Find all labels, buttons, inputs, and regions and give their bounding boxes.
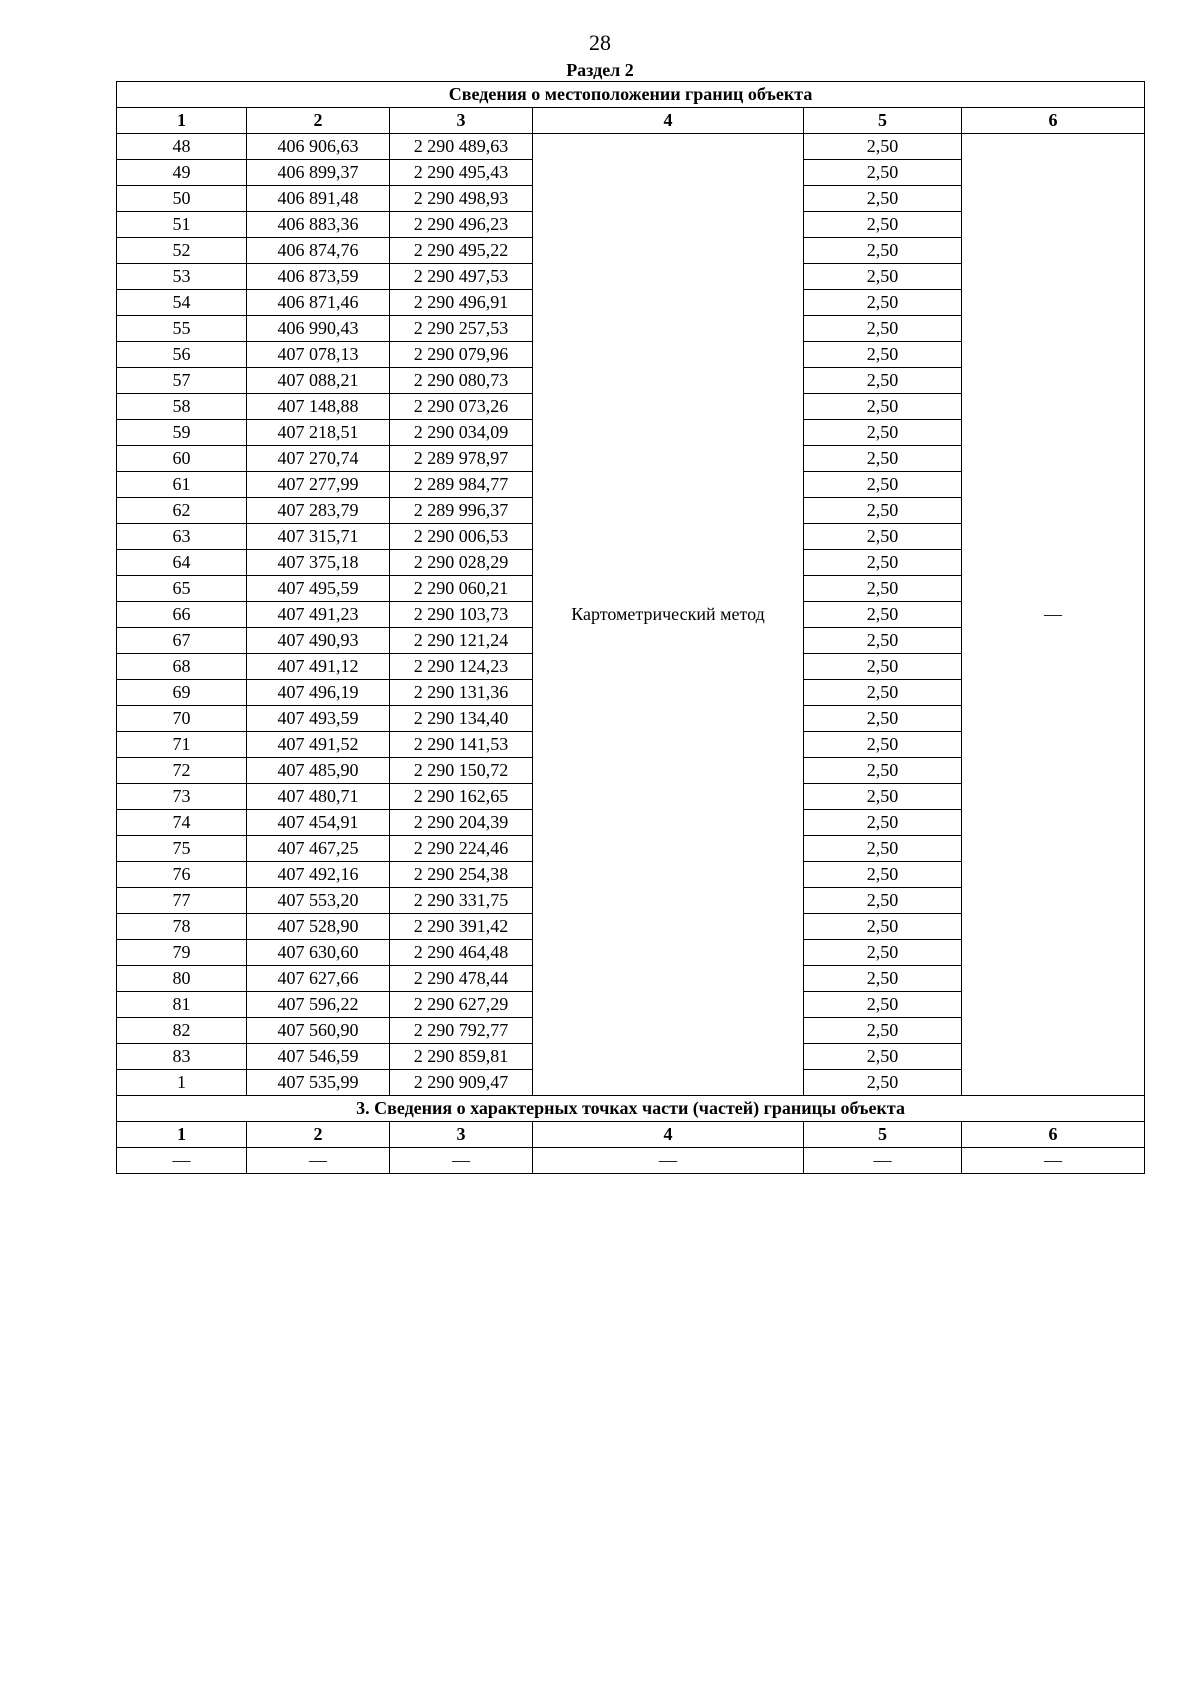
x-coordinate-cell: 407 088,21 <box>247 368 390 394</box>
y-coordinate-cell: 2 290 257,53 <box>390 316 533 342</box>
x-coordinate-cell: 407 315,71 <box>247 524 390 550</box>
column-header-1: 1 <box>117 108 247 134</box>
accuracy-cell: 2,50 <box>804 212 962 238</box>
y-coordinate-cell: 2 290 478,44 <box>390 966 533 992</box>
accuracy-cell: 2,50 <box>804 654 962 680</box>
x-coordinate-cell: 407 496,19 <box>247 680 390 706</box>
y-coordinate-cell: 2 290 496,23 <box>390 212 533 238</box>
accuracy-cell: 2,50 <box>804 628 962 654</box>
y-coordinate-cell: 2 290 131,36 <box>390 680 533 706</box>
accuracy-cell: 2,50 <box>804 940 962 966</box>
y-coordinate-cell: 2 290 331,75 <box>390 888 533 914</box>
y-coordinate-cell: 2 290 079,96 <box>390 342 533 368</box>
x-coordinate-cell: 407 560,90 <box>247 1018 390 1044</box>
accuracy-cell: 2,50 <box>804 160 962 186</box>
accuracy-cell: 2,50 <box>804 1070 962 1096</box>
x-coordinate-cell: 407 490,93 <box>247 628 390 654</box>
point-number-cell: 73 <box>117 784 247 810</box>
y-coordinate-cell: 2 290 134,40 <box>390 706 533 732</box>
point-number-cell: 59 <box>117 420 247 446</box>
accuracy-cell: 2,50 <box>804 966 962 992</box>
y-coordinate-cell: 2 290 627,29 <box>390 992 533 1018</box>
x-coordinate-cell: 406 874,76 <box>247 238 390 264</box>
x-coordinate-cell: 407 630,60 <box>247 940 390 966</box>
accuracy-cell: 2,50 <box>804 706 962 732</box>
point-number-cell: 54 <box>117 290 247 316</box>
accuracy-cell: 2,50 <box>804 680 962 706</box>
y-coordinate-cell: 2 290 489,63 <box>390 134 533 160</box>
x-coordinate-cell: 407 528,90 <box>247 914 390 940</box>
y-coordinate-cell: 2 290 080,73 <box>390 368 533 394</box>
point-number-cell: 49 <box>117 160 247 186</box>
x-coordinate-cell: 407 277,99 <box>247 472 390 498</box>
accuracy-cell: 2,50 <box>804 290 962 316</box>
x-coordinate-cell: 406 899,37 <box>247 160 390 186</box>
column-header-4: 4 <box>533 108 804 134</box>
point-number-cell: 72 <box>117 758 247 784</box>
accuracy-cell: 2,50 <box>804 472 962 498</box>
point-number-cell: 70 <box>117 706 247 732</box>
point-number-cell: 63 <box>117 524 247 550</box>
accuracy-cell: 2,50 <box>804 550 962 576</box>
x-coordinate-cell: 407 375,18 <box>247 550 390 576</box>
part3-empty-cell: — <box>804 1148 962 1174</box>
point-number-cell: 48 <box>117 134 247 160</box>
part3-column-header-2: 2 <box>247 1122 390 1148</box>
accuracy-cell: 2,50 <box>804 758 962 784</box>
part3-empty-cell: — <box>962 1148 1145 1174</box>
accuracy-cell: 2,50 <box>804 732 962 758</box>
point-number-cell: 68 <box>117 654 247 680</box>
part3-empty-cell: — <box>390 1148 533 1174</box>
point-number-cell: 61 <box>117 472 247 498</box>
point-number-cell: 66 <box>117 602 247 628</box>
y-coordinate-cell: 2 290 498,93 <box>390 186 533 212</box>
part3-column-header-1: 1 <box>117 1122 247 1148</box>
x-coordinate-cell: 406 883,36 <box>247 212 390 238</box>
accuracy-cell: 2,50 <box>804 394 962 420</box>
section-label: Раздел 2 <box>566 60 634 80</box>
accuracy-cell: 2,50 <box>804 602 962 628</box>
x-coordinate-cell: 407 485,90 <box>247 758 390 784</box>
x-coordinate-cell: 407 270,74 <box>247 446 390 472</box>
column-header-2: 2 <box>247 108 390 134</box>
accuracy-cell: 2,50 <box>804 498 962 524</box>
x-coordinate-cell: 407 078,13 <box>247 342 390 368</box>
part3-table-row <box>117 1148 1145 1174</box>
y-coordinate-cell: 2 290 495,43 <box>390 160 533 186</box>
y-coordinate-cell: 2 290 121,24 <box>390 628 533 654</box>
y-coordinate-cell: 2 290 103,73 <box>390 602 533 628</box>
accuracy-cell: 2,50 <box>804 368 962 394</box>
x-coordinate-cell: 406 891,48 <box>247 186 390 212</box>
accuracy-cell: 2,50 <box>804 134 962 160</box>
y-coordinate-cell: 2 289 996,37 <box>390 498 533 524</box>
point-number-cell: 57 <box>117 368 247 394</box>
x-coordinate-cell: 407 495,59 <box>247 576 390 602</box>
y-coordinate-cell: 2 290 124,23 <box>390 654 533 680</box>
point-number-cell: 71 <box>117 732 247 758</box>
x-coordinate-cell: 407 553,20 <box>247 888 390 914</box>
part3-column-header-3: 3 <box>390 1122 533 1148</box>
point-number-cell: 77 <box>117 888 247 914</box>
y-coordinate-cell: 2 290 792,77 <box>390 1018 533 1044</box>
accuracy-cell: 2,50 <box>804 264 962 290</box>
y-coordinate-cell: 2 290 495,22 <box>390 238 533 264</box>
point-number-cell: 58 <box>117 394 247 420</box>
x-coordinate-cell: 407 491,23 <box>247 602 390 628</box>
y-coordinate-cell: 2 290 391,42 <box>390 914 533 940</box>
accuracy-cell: 2,50 <box>804 420 962 446</box>
x-coordinate-cell: 407 480,71 <box>247 784 390 810</box>
x-coordinate-cell: 406 871,46 <box>247 290 390 316</box>
accuracy-cell: 2,50 <box>804 238 962 264</box>
y-coordinate-cell: 2 290 909,47 <box>390 1070 533 1096</box>
accuracy-cell: 2,50 <box>804 446 962 472</box>
part3-column-header-5: 5 <box>804 1122 962 1148</box>
part3-column-header-row <box>117 1122 1145 1148</box>
y-coordinate-cell: 2 289 984,77 <box>390 472 533 498</box>
y-coordinate-cell: 2 290 060,21 <box>390 576 533 602</box>
point-number-cell: 82 <box>117 1018 247 1044</box>
point-number-cell: 51 <box>117 212 247 238</box>
part3-column-header-6: 6 <box>962 1122 1145 1148</box>
y-coordinate-cell: 2 290 141,53 <box>390 732 533 758</box>
x-coordinate-cell: 407 283,79 <box>247 498 390 524</box>
accuracy-cell: 2,50 <box>804 1018 962 1044</box>
accuracy-cell: 2,50 <box>804 862 962 888</box>
y-coordinate-cell: 2 289 978,97 <box>390 446 533 472</box>
point-number-cell: 67 <box>117 628 247 654</box>
method-cell: Картометрический метод <box>533 134 804 1096</box>
column-header-6: 6 <box>962 108 1145 134</box>
part3-title: 3. Сведения о характерных точках части (частей) границы объекта <box>117 1096 1145 1122</box>
y-coordinate-cell: 2 290 254,38 <box>390 862 533 888</box>
x-coordinate-cell: 407 596,22 <box>247 992 390 1018</box>
y-coordinate-cell: 2 290 464,48 <box>390 940 533 966</box>
accuracy-cell: 2,50 <box>804 810 962 836</box>
y-coordinate-cell: 2 290 034,09 <box>390 420 533 446</box>
y-coordinate-cell: 2 290 224,46 <box>390 836 533 862</box>
point-number-cell: 81 <box>117 992 247 1018</box>
point-number-cell: 1 <box>117 1070 247 1096</box>
point-number-cell: 69 <box>117 680 247 706</box>
accuracy-cell: 2,50 <box>804 914 962 940</box>
part3-empty-cell: — <box>247 1148 390 1174</box>
accuracy-cell: 2,50 <box>804 784 962 810</box>
x-coordinate-cell: 406 990,43 <box>247 316 390 342</box>
point-number-cell: 83 <box>117 1044 247 1070</box>
part3-empty-cell: — <box>533 1148 804 1174</box>
point-number-cell: 60 <box>117 446 247 472</box>
accuracy-cell: 2,50 <box>804 992 962 1018</box>
point-number-cell: 55 <box>117 316 247 342</box>
y-coordinate-cell: 2 290 028,29 <box>390 550 533 576</box>
accuracy-cell: 2,50 <box>804 186 962 212</box>
x-coordinate-cell: 407 493,59 <box>247 706 390 732</box>
column-header-row <box>117 108 1145 134</box>
point-number-cell: 62 <box>117 498 247 524</box>
y-coordinate-cell: 2 290 859,81 <box>390 1044 533 1070</box>
boundary-table <box>116 81 1145 1174</box>
point-number-cell: 64 <box>117 550 247 576</box>
x-coordinate-cell: 406 906,63 <box>247 134 390 160</box>
point-number-cell: 53 <box>117 264 247 290</box>
x-coordinate-cell: 407 492,16 <box>247 862 390 888</box>
x-coordinate-cell: 407 148,88 <box>247 394 390 420</box>
x-coordinate-cell: 407 535,99 <box>247 1070 390 1096</box>
accuracy-cell: 2,50 <box>804 576 962 602</box>
point-number-cell: 75 <box>117 836 247 862</box>
y-coordinate-cell: 2 290 162,65 <box>390 784 533 810</box>
x-coordinate-cell: 406 873,59 <box>247 264 390 290</box>
y-coordinate-cell: 2 290 497,53 <box>390 264 533 290</box>
accuracy-cell: 2,50 <box>804 888 962 914</box>
y-coordinate-cell: 2 290 006,53 <box>390 524 533 550</box>
x-coordinate-cell: 407 627,66 <box>247 966 390 992</box>
point-number-cell: 74 <box>117 810 247 836</box>
point-number-cell: 52 <box>117 238 247 264</box>
point-number-cell: 65 <box>117 576 247 602</box>
x-coordinate-cell: 407 491,12 <box>247 654 390 680</box>
point-number-cell: 79 <box>117 940 247 966</box>
point-number-cell: 78 <box>117 914 247 940</box>
table-title: Сведения о местоположении границ объекта <box>117 82 1145 108</box>
accuracy-cell: 2,50 <box>804 342 962 368</box>
table-title-row <box>117 82 1145 108</box>
y-coordinate-cell: 2 290 496,91 <box>390 290 533 316</box>
y-coordinate-cell: 2 290 073,26 <box>390 394 533 420</box>
accuracy-cell: 2,50 <box>804 1044 962 1070</box>
x-coordinate-cell: 407 467,25 <box>247 836 390 862</box>
x-coordinate-cell: 407 491,52 <box>247 732 390 758</box>
x-coordinate-cell: 407 454,91 <box>247 810 390 836</box>
accuracy-cell: 2,50 <box>804 316 962 342</box>
column-header-5: 5 <box>804 108 962 134</box>
point-number-cell: 76 <box>117 862 247 888</box>
accuracy-cell: 2,50 <box>804 524 962 550</box>
x-coordinate-cell: 407 218,51 <box>247 420 390 446</box>
column-header-3: 3 <box>390 108 533 134</box>
column-6-cell: — <box>962 134 1145 1096</box>
part3-title-row <box>117 1096 1145 1122</box>
page-number: 28 <box>589 30 611 55</box>
y-coordinate-cell: 2 290 150,72 <box>390 758 533 784</box>
point-number-cell: 56 <box>117 342 247 368</box>
accuracy-cell: 2,50 <box>804 836 962 862</box>
point-number-cell: 50 <box>117 186 247 212</box>
part3-column-header-4: 4 <box>533 1122 804 1148</box>
y-coordinate-cell: 2 290 204,39 <box>390 810 533 836</box>
x-coordinate-cell: 407 546,59 <box>247 1044 390 1070</box>
table-row <box>117 134 1145 160</box>
point-number-cell: 80 <box>117 966 247 992</box>
part3-empty-cell: — <box>117 1148 247 1174</box>
